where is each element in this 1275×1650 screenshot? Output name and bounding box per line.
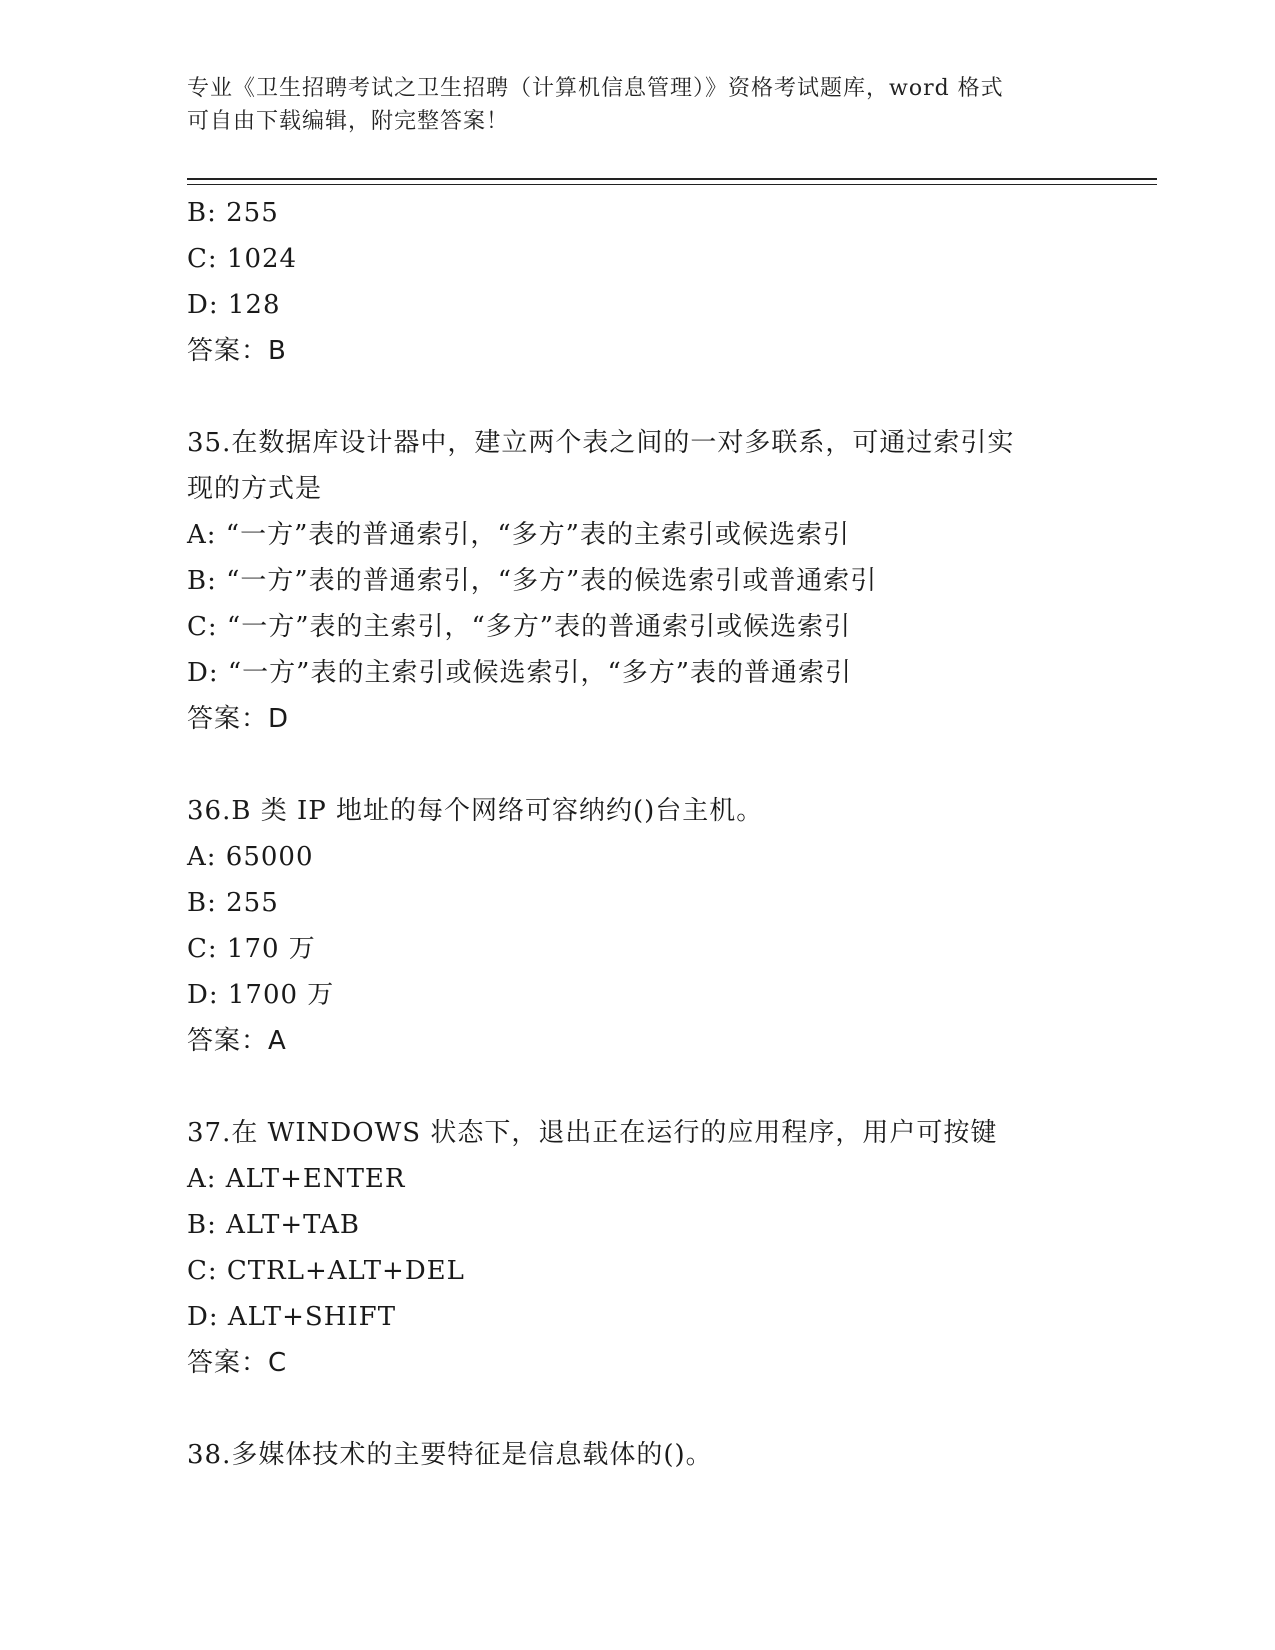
document-header [187,72,1087,138]
option-d: D: 128 [187,290,281,320]
question-block-prev [187,190,1087,374]
question-block-38 [187,1432,1087,1478]
option-c: C: 170 万 [187,934,316,964]
option-c: C: 1024 [187,244,298,274]
answer-line: 答案：A [187,1026,287,1056]
question-block-37 [187,1110,1087,1386]
header-divider-thin [187,184,1157,185]
question-stem-line-1: 35.在数据库设计器中，建立两个表之间的一对多联系，可通过索引实 [187,428,1015,458]
question-stem-line-2: 现的方式是 [187,474,323,504]
answer-line: 答案：D [187,704,290,734]
option-a: A: ALT+ENTER [187,1164,406,1194]
question-block-36 [187,788,1087,1064]
header-title-line-1: 专业《卫生招聘考试之卫生招聘（计算机信息管理）》资格考试题库，word 格式 [187,76,1004,101]
answer-line: 答案：B [187,336,287,366]
question-stem: 36.B 类 IP 地址的每个网络可容纳约()台主机。 [187,796,764,826]
option-a: A: “一方”表的普通索引，“多方”表的主索引或候选索引 [187,520,850,550]
option-c: C: “一方”表的主索引，“多方”表的普通索引或候选索引 [187,612,852,642]
option-b: B: 255 [187,198,279,228]
question-stem: 38.多媒体技术的主要特征是信息载体的()。 [187,1440,713,1470]
option-d: D: “一方”表的主索引或候选索引，“多方”表的普通索引 [187,658,853,688]
option-b: B: ALT+TAB [187,1210,360,1240]
header-title-line-2: 可自由下载编辑，附完整答案！ [187,109,510,134]
option-a: A: 65000 [187,842,314,872]
header-divider-thick [187,178,1157,180]
option-c: C: CTRL+ALT+DEL [187,1256,465,1286]
question-stem: 37.在 WINDOWS 状态下，退出正在运行的应用程序，用户可按键 [187,1118,998,1148]
question-list [187,190,1087,1478]
answer-line: 答案：C [187,1348,288,1378]
option-b: B: 255 [187,888,279,918]
option-b: B: “一方”表的普通索引，“多方”表的候选索引或普通索引 [187,566,878,596]
option-d: D: ALT+SHIFT [187,1302,397,1332]
question-block-35 [187,420,1087,742]
option-d: D: 1700 万 [187,980,335,1010]
